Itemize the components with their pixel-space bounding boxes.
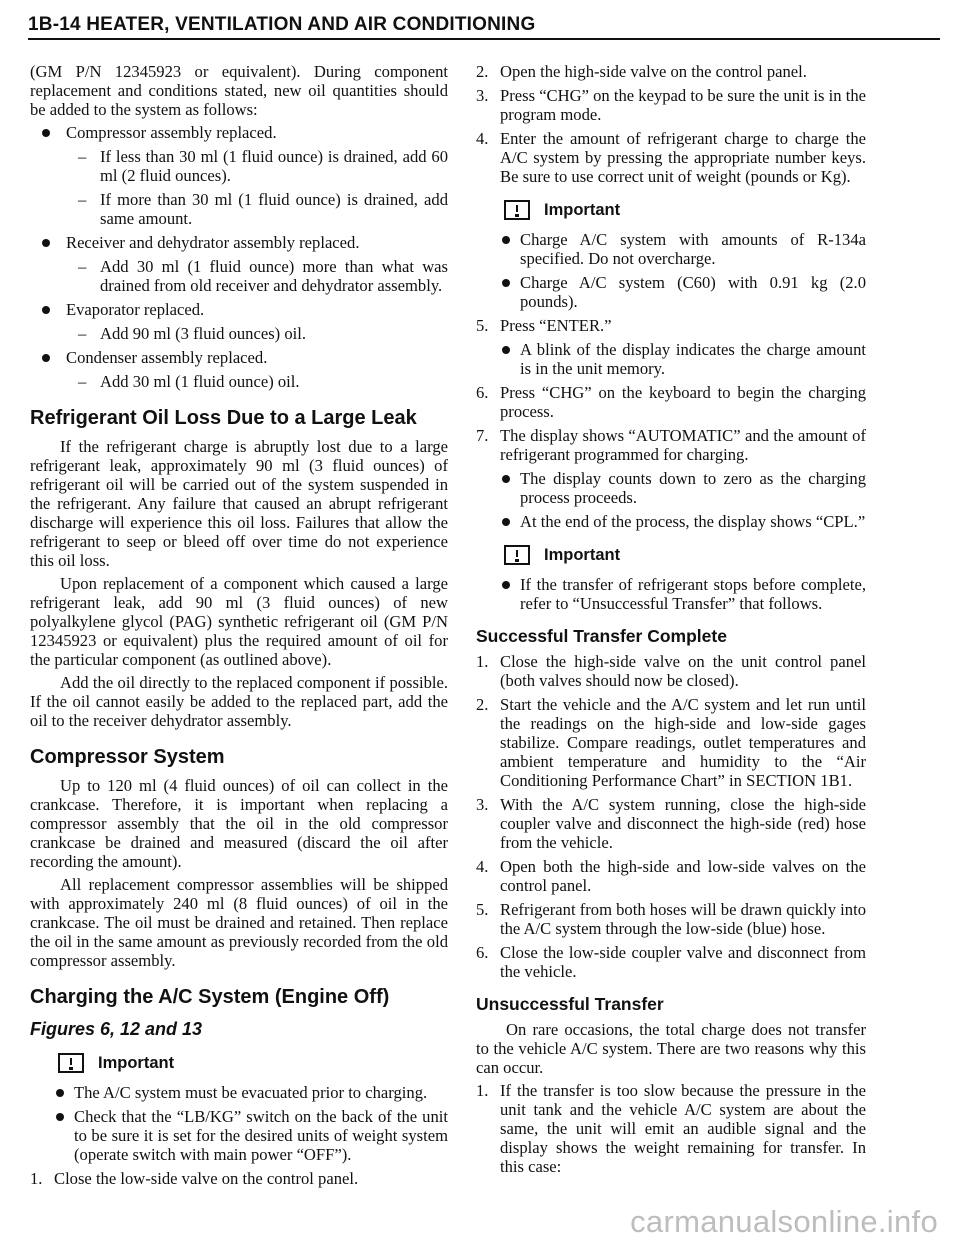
dash-icon: –: [78, 190, 87, 209]
bullet-item: [30, 1083, 448, 1102]
section-heading-successful-transfer: Successful Transfer Complete: [476, 626, 727, 646]
paragraph: If the refrigerant charge is abruptly lost due to a large refrigerant leak, approximately 90 ml (3 fluid ounces) of refrigerant oil will be carried out of the system suspended in the refrigerant. Any failure that caused an abrupt refrigerant discharge will experience this oil loss. Failures that allow the refrigerant to seep or bleed off over time do not experience this oil loss.: [30, 437, 448, 570]
step-item: [30, 1169, 448, 1188]
bullet-text: Check that the “LB/KG” switch on the back of the unit to be sure it is set for the desired units of weight system (operate switch with main power “OFF”).: [74, 1107, 448, 1164]
step-number: 5.: [476, 316, 489, 335]
step-item: [476, 316, 866, 335]
step-number: 6.: [476, 383, 489, 402]
step-text: Close the high-side valve on the unit control panel (both valves should now be closed).: [500, 652, 866, 690]
step-text: With the A/C system running, close the high-side coupler valve and disconnect the high-side (red) hose from the vehicle.: [500, 795, 866, 852]
important-label: Important: [544, 200, 621, 219]
bullet-text: Charge A/C system (C60) with 0.91 kg (2.0 pounds).: [520, 273, 866, 311]
step-text: The display shows “AUTOMATIC” and the amount of refrigerant programmed for charging.: [500, 426, 866, 464]
bullet-icon: [56, 1113, 64, 1121]
page-header: [28, 10, 940, 40]
step-text: Press “CHG” on the keyboard to begin the charging process.: [500, 383, 866, 421]
figures-reference: Figures 6, 12 and 13: [30, 1019, 203, 1039]
dash-item: [30, 257, 448, 295]
bullet-text: The display counts down to zero as the charging process proceeds.: [520, 469, 866, 507]
step-number: 2.: [476, 695, 489, 714]
step-text: Open the high-side valve on the control panel.: [500, 62, 807, 81]
step-item: [476, 652, 866, 690]
step-item: [476, 129, 866, 186]
dash-icon: –: [78, 147, 87, 166]
watermark: carmanualsonline.info: [630, 1204, 938, 1239]
step-item: [476, 795, 866, 852]
step-item: [476, 857, 866, 895]
bullet-item: [30, 300, 448, 319]
left-column: [30, 62, 448, 1193]
step-number: 3.: [476, 795, 489, 814]
dash-item: [30, 147, 448, 185]
step-number: 5.: [476, 900, 489, 919]
bullet-item: [30, 233, 448, 252]
bullet-item: [30, 1107, 448, 1164]
important-label: Important: [98, 1053, 175, 1072]
dash-icon: –: [78, 372, 87, 391]
dash-item: [30, 190, 448, 228]
step-text: If the transfer is too slow because the pressure in the unit tank and the vehicle A/C system are about the same, the unit will emit an audible signal and the display shows the weight remaining for transfer. In this case:: [500, 1081, 866, 1176]
bullet-text: Receiver and dehydrator assembly replaced.: [66, 233, 360, 252]
step-item: [476, 383, 866, 421]
dash-icon: –: [78, 257, 87, 276]
bullet-item: [30, 123, 448, 142]
step-item: [476, 943, 866, 981]
bullet-item: [476, 512, 866, 531]
bullet-text: Charge A/C system with amounts of R-134a specified. Do not overcharge.: [520, 230, 866, 268]
bullet-text: Compressor assembly replaced.: [66, 123, 277, 142]
important-icon: [504, 545, 530, 565]
important-notice: [504, 545, 866, 565]
important-notice: [504, 200, 866, 220]
dash-item: [30, 372, 448, 391]
paragraph: Upon replacement of a component which caused a large refrigerant leak, add 90 ml (3 fluid ounces) of new polyalkylene glycol (PAG) synthetic refrigerant oil (GM P/N 12345923 or equivalent) plus the required amount of oil for the particular component (as outlined above).: [30, 574, 448, 669]
right-column: [476, 62, 866, 1181]
step-number: 4.: [476, 857, 489, 876]
important-label: Important: [544, 545, 621, 564]
section-heading-charging: Charging the A/C System (Engine Off): [30, 986, 390, 1008]
step-item: [476, 900, 866, 938]
bullet-icon: [502, 518, 510, 526]
step-text: Start the vehicle and the A/C system and let run until the readings on the high-side and low-side gages stabilize. Compare readings, outlet temperatures and ambient temperature and humidity to the “Air Conditioning Performance Chart” in SECTION 1B1.: [500, 695, 866, 790]
section-heading-unsuccessful-transfer: Unsuccessful Transfer: [476, 994, 664, 1014]
bullet-text: Evaporator replaced.: [66, 300, 205, 319]
paragraph: On rare occasions, the total charge does not transfer to the vehicle A/C system. There are two reasons why this can occur.: [476, 1020, 866, 1077]
section-heading-compressor: Compressor System: [30, 746, 225, 768]
bullet-item: [476, 340, 866, 378]
step-item: [476, 62, 866, 81]
bullet-text: A blink of the display indicates the charge amount is in the unit memory.: [520, 340, 866, 378]
bullet-icon: [42, 239, 50, 247]
bullet-icon: [502, 236, 510, 244]
bullet-icon: [42, 306, 50, 314]
dash-text: Add 90 ml (3 fluid ounces) oil.: [100, 324, 307, 343]
step-text: Close the low-side valve on the control panel.: [54, 1169, 359, 1188]
step-number: 3.: [476, 86, 489, 105]
dash-item: [30, 324, 448, 343]
step-text: Open both the high-side and low-side valves on the control panel.: [500, 857, 866, 895]
bullet-text: At the end of the process, the display shows “CPL.”: [520, 512, 866, 531]
bullet-icon: [502, 581, 510, 589]
step-number: 4.: [476, 129, 489, 148]
bullet-item: [476, 575, 866, 613]
step-item: [476, 1081, 866, 1176]
bullet-icon: [502, 346, 510, 354]
step-number: 6.: [476, 943, 489, 962]
paragraph: Up to 120 ml (4 fluid ounces) of oil can collect in the crankcase. Therefore, it is important when replacing a compressor assembly that the oil in the old compressor crankcase be drained and measured (discard the oil after recording the amount).: [30, 776, 448, 871]
bullet-text: Condenser assembly replaced.: [66, 348, 268, 367]
bullet-icon: [502, 279, 510, 287]
important-notice: [58, 1053, 448, 1073]
step-item: [476, 86, 866, 124]
bullet-item: [476, 273, 866, 311]
dash-text: Add 30 ml (1 fluid ounce) more than what was drained from old receiver and dehydrator assembly.: [100, 257, 448, 295]
bullet-text: If the transfer of refrigerant stops before complete, refer to “Unsuccessful Transfer” that follows.: [520, 575, 866, 613]
intro-paragraph: (GM P/N 12345923 or equivalent). During component replacement and conditions stated, new oil quantities should be added to the system as follows:: [30, 62, 448, 119]
step-item: [476, 695, 866, 790]
step-item: [476, 426, 866, 464]
bullet-item: [476, 230, 866, 268]
bullet-text: The A/C system must be evacuated prior to charging.: [74, 1083, 428, 1102]
step-text: Enter the amount of refrigerant charge to charge the A/C system by pressing the appropriate number keys. Be sure to use correct unit of weight (pounds or Kg).: [500, 129, 866, 186]
paragraph: All replacement compressor assemblies will be shipped with approximately 240 ml (8 fluid ounces) of oil in the crankcase. The oil must be drained and retained. Then replace the oil in the same amount as previously recorded from the old compressor assembly.: [30, 875, 448, 970]
page-title: 1B-14 HEATER, VENTILATION AND AIR CONDITIONING: [28, 14, 536, 35]
bullet-icon: [56, 1089, 64, 1097]
dash-text: If more than 30 ml (1 fluid ounce) is drained, add same amount.: [100, 190, 448, 228]
bullet-icon: [42, 129, 50, 137]
step-text: Close the low-side coupler valve and disconnect from the vehicle.: [500, 943, 866, 981]
step-number: 1.: [476, 1081, 489, 1100]
step-number: 7.: [476, 426, 489, 445]
dash-text: If less than 30 ml (1 fluid ounce) is drained, add 60 ml (2 fluid ounces).: [100, 147, 448, 185]
step-text: Refrigerant from both hoses will be drawn quickly into the A/C system through the low-side (blue) hose.: [500, 900, 866, 938]
important-icon: [504, 200, 530, 220]
dash-icon: –: [78, 324, 87, 343]
paragraph: Add the oil directly to the replaced component if possible. If the oil cannot easily be added to the replaced part, add the oil to the receiver dehydrator assembly.: [30, 673, 448, 730]
step-text: Press “CHG” on the keypad to be sure the unit is in the program mode.: [500, 86, 866, 124]
section-heading-oil-loss: Refrigerant Oil Loss Due to a Large Leak: [30, 407, 417, 429]
step-number: 1.: [476, 652, 489, 671]
important-icon: [58, 1053, 84, 1073]
bullet-icon: [502, 475, 510, 483]
bullet-icon: [42, 354, 50, 362]
step-text: Press “ENTER.”: [500, 316, 612, 335]
step-number: 2.: [476, 62, 489, 81]
bullet-item: [476, 469, 866, 507]
dash-text: Add 30 ml (1 fluid ounce) oil.: [100, 372, 300, 391]
bullet-item: [30, 348, 448, 367]
step-number: 1.: [30, 1169, 43, 1188]
